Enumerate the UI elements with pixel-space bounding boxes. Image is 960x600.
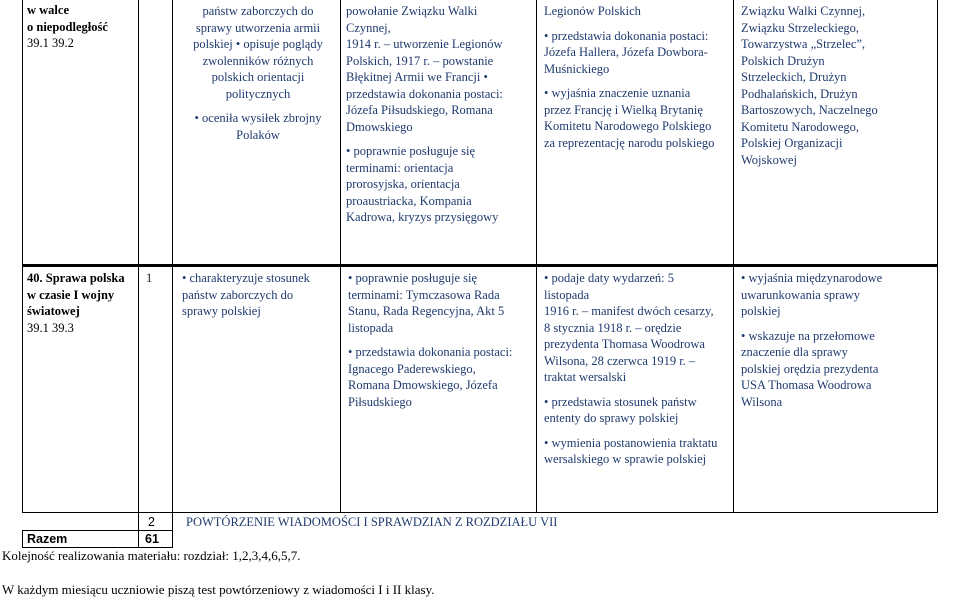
grid-line [937,265,938,513]
grid-line [138,0,139,265]
text-line: USA Thomasa Woodrowa [741,378,872,392]
requirements-basic-cell [178,3,338,143]
requirements-excellent-cell [741,270,936,410]
text-line: Czynnej, [346,20,391,35]
text-line: Bartoszowych, Naczelnego [741,103,878,117]
text-line: za reprezentację narodu polskiego [544,135,715,150]
grid-line [172,0,173,265]
text-line: państw zaborczych do [202,4,314,18]
spacer [544,427,734,435]
text-line: Błękitnej Armii we Francji • [346,70,488,84]
text-line: Towarzystwa „Strzelec”, [741,37,866,51]
requirements-advanced-cell [544,270,734,468]
text-line: prezydenta Thomasa Woodrowa [544,337,705,351]
text-line: Komitetu Narodowego Polskiego [544,119,712,133]
text-line: Komitetu Narodowego, [741,119,860,134]
text-line: znaczenie dla sprawy [741,345,848,359]
text-line: polskiej • opisuje poglądy [193,37,323,51]
curriculum-ref: 39.1 39.2 [27,36,74,50]
text-line: prorosyjska, orientacja [346,177,460,191]
grid-line [22,0,23,265]
text-line: Wilsona, 28 czerwca 1919 r. – [544,353,696,368]
total-label: Razem [27,532,68,546]
text-line: państw zaborczych do [182,287,294,302]
lesson-title-cell [27,270,137,336]
grid-line [138,530,139,548]
text-line: polskich orientacji [211,70,305,84]
text-line: Romana Dmowskiego, Józefa [348,378,498,392]
requirements-excellent-cell [741,3,936,168]
grid-line [340,265,341,513]
text-line: 8 stycznia 1918 r. – orędzie [544,320,682,335]
hours-cell: 1 [146,271,153,285]
grid-line [138,265,139,513]
text-line: Józefa Hallera, Józefa Dowbora- [544,45,708,59]
text-line: przez Francję i Wielką Brytanię [544,102,703,117]
lesson-title-line: 40. Sprawa polska [27,271,125,285]
text-line: • podaje daty wydarzeń: 5 [544,271,675,285]
grid-line [172,265,173,513]
text-line: sprawy utworzenia armii [195,20,321,35]
text-line: Polskich Drużyn [741,53,825,68]
text-line: Stanu, Rada Regencyjna, Akt 5 [348,304,505,318]
text-line: Wojskowej [741,152,797,167]
text-line: 1916 r. – manifest dwóch cesarzy, [544,304,714,318]
text-line: Wilsona [741,394,783,409]
text-line: Józefa Piłsudskiego, Romana [346,103,493,117]
lesson-title-line: światowej [27,304,80,318]
grid-line [172,512,173,530]
text-line: listopada [348,320,394,335]
grid-line [22,266,938,267]
lesson-title-line: w czasie I wojny [27,287,115,302]
text-line: Polskiej Organizacji [741,136,843,150]
text-line: • poprawnie posługuje się [346,144,476,158]
text-line: polskiej orędzia prezydenta [741,361,879,376]
text-line: Kadrowa, kryzys przysięgowy [346,210,499,224]
text-line: • przedstawia stosunek państw [544,394,697,409]
text-line: Dmowskiego [346,119,413,134]
grid-line [22,512,938,513]
lesson-title-cell [27,2,137,52]
text-line: Polaków [236,127,280,142]
text-line: ententy do sprawy polskiej [544,411,679,425]
text-line: Ignacego Paderewskiego, [348,361,476,376]
spacer [544,77,734,85]
text-line: 1914 r. – utworzenie Legionów [346,37,503,51]
curriculum-ref: 39.1 39.3 [27,320,74,335]
grid-line [22,530,23,548]
spacer [346,135,534,143]
grid-line [138,512,139,530]
text-line: Piłsudskiego [348,394,412,409]
text-line: traktat wersalski [544,370,627,384]
text-line: powołanie Związku Walki [346,4,478,18]
text-line: terminami: Tymczasowa Rada [348,287,500,302]
spacer [544,20,734,28]
requirements-extended-cell [348,270,534,410]
grid-line [172,530,173,548]
note-tests: W każdym miesiącu uczniowie piszą test powtórzeniowy z wiadomości I i II klasy. [2,582,435,597]
text-line: politycznych [225,86,291,101]
note-order: Kolejność realizowania materiału: rozdział: 1,2,3,4,6,5,7. [2,548,301,563]
grid-line [340,0,341,265]
spacer [178,102,338,110]
grid-line [536,265,537,513]
text-line: Legionów Polskich [544,4,641,18]
text-line: • oceniła wysiłek zbrojny [194,111,322,125]
grid-line [22,265,23,513]
review-title: POWTÓRZENIE WIADOMOŚCI I SPRAWDZIAN Z ROZDZIAŁU VII [186,515,558,529]
text-line: • wskazuje na przełomowe [741,328,875,343]
text-line: terminami: orientacja [346,160,454,175]
text-line: Związku Strzeleckiego, [741,20,860,35]
text-line: Muśnickiego [544,61,610,76]
text-line: • wyjaśnia międzynarodowe [741,271,883,285]
grid-line [937,0,938,265]
spacer [544,386,734,394]
text-line: przedstawia dokonania postaci: [346,86,503,101]
spacer [741,320,936,328]
text-line: listopada [544,287,590,302]
text-line: uwarunkowania sprawy [741,287,861,302]
requirements-basic-cell [182,270,338,320]
text-line: Strzeleckich, Drużyn [741,70,847,84]
text-line: • charakteryzuje stosunek [182,271,310,285]
lesson-title-line: w walce [27,3,69,17]
text-line: Polskich, 1917 r. – powstanie [346,53,494,68]
text-line: • poprawnie posługuje się [348,271,478,285]
text-line: • wymienia postanowienia traktatu [544,435,718,450]
text-line: • przedstawia dokonania postaci: [544,28,709,43]
requirements-extended-cell [346,3,534,226]
review-hours: 2 [148,515,155,529]
text-line: • przedstawia dokonania postaci: [348,345,513,359]
grid-line [536,0,537,265]
text-line: Związku Walki Czynnej, [741,4,866,18]
text-line: • wyjaśnia znaczenie uznania [544,86,691,100]
text-line: Podhalańskich, Drużyn [741,86,858,101]
requirements-advanced-cell [544,3,734,151]
text-line: proaustriacka, Kompania [346,193,472,208]
total-hours: 61 [145,532,159,546]
lesson-title-line: o niepodległość [27,19,108,34]
text-line: wersalskiego w sprawie polskiej [544,452,707,466]
text-line: zwolenników różnych [202,53,314,68]
text-line: polskiej [741,304,781,318]
spacer [348,336,534,344]
text-line: sprawy polskiej [182,304,261,318]
